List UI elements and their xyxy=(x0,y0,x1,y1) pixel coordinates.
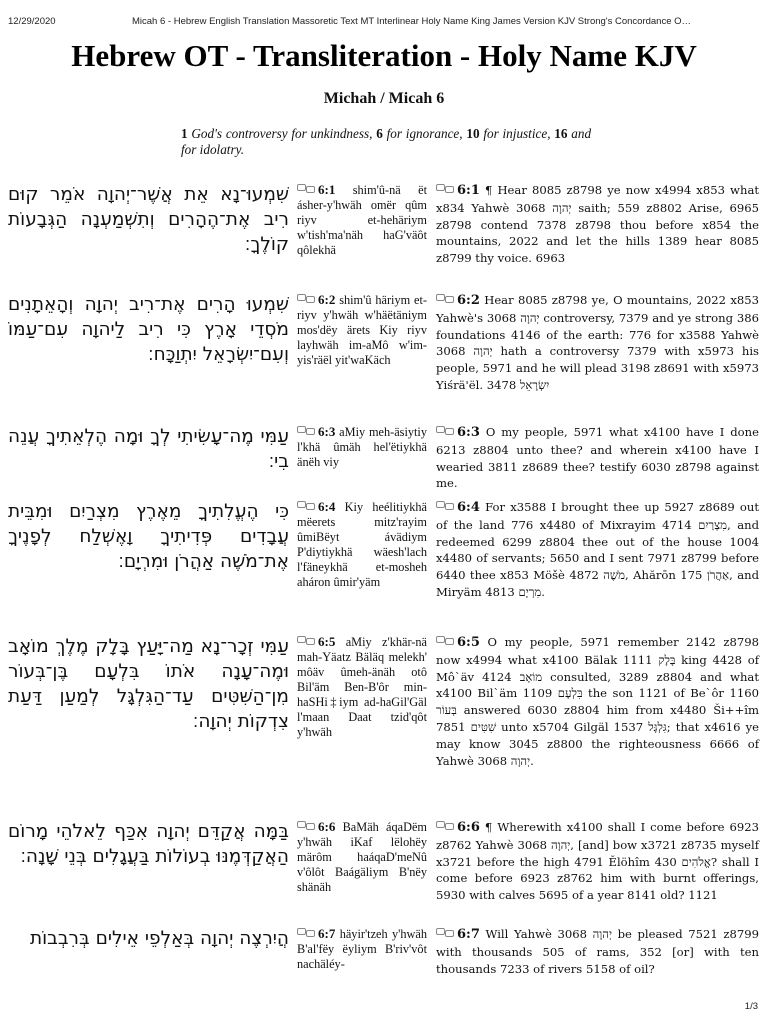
english-text xyxy=(436,424,759,492)
comment-icon[interactable] xyxy=(297,928,315,938)
english-translation: ¶ Hear 8085 z8798 ye now x4994 x853 what x834 Yahwè 3068 יְהוָה saith; 559 z8802 Arise, 6965 z8798 contend 7378 z8798 thou before x854 the mountains, 2022 and let the hills 1389 hear 8085 z8799 thy voice. 6963 xyxy=(436,183,760,266)
page-number: 1/3 xyxy=(744,1001,758,1012)
comment-icon[interactable] xyxy=(297,501,315,511)
transliteration-text xyxy=(297,424,427,470)
comment-icon[interactable] xyxy=(436,928,454,938)
comment-icon[interactable] xyxy=(297,636,315,646)
comment-icon[interactable] xyxy=(297,426,315,436)
verse-ref[interactable]: 6:2 xyxy=(457,293,480,308)
english-translation: For x3588 I brought thee up 5927 z8689 out of the land 776 x4480 of Mixrayim 4714 מִצְרַיִם, and redeemed 6299 z8804 thee out of the house 1004 x4480 of servants; 5650 and I sent 7971 z8799 before 6440 thee x853 Möšè 4872 מֹשֶׁה, Ahărōn 175 אַהֲרֹן, and Miryäm 4813 מִרְיָם. xyxy=(436,500,759,599)
comment-icon[interactable] xyxy=(436,184,454,194)
summary-verse-number: 6 xyxy=(376,126,383,141)
summary-text: God's controversy for unkindness, xyxy=(187,126,373,141)
transliteration-text xyxy=(297,182,427,258)
comment-icon[interactable] xyxy=(436,821,454,831)
verse-ref[interactable]: 6:7 xyxy=(318,926,336,941)
english-translation: ¶ Wherewith x4100 shall I come before 6923 z8762 Yahwè 3068 יְהוָה, [and] bow x3721 z8735 myself x3721 before the high 4791 Ĕlöhîm 430 אֱלֹהִים? shall I come before 6923 z8762 him with burnt offerings, 5930 with calves 5695 of a year 8141 old? 1121 xyxy=(436,820,760,903)
verse-ref[interactable]: 6:3 xyxy=(457,425,480,440)
comment-icon[interactable] xyxy=(436,426,454,436)
comment-icon[interactable] xyxy=(436,636,454,646)
summary-verse-number: 1 xyxy=(181,126,188,141)
verse-ref[interactable]: 6:4 xyxy=(318,499,336,514)
transliteration: aMiy z'khär-nä mah-Yäatz Bäläq melekh' môäv ûmeh-änäh otô Bil'äm Ben-B'ôr min-haSHi‡iym ad-haGil'Gäl l'maan Daat tzid'qôt y'hwäh xyxy=(297,635,427,739)
book-title: Michah / Micah 6 xyxy=(323,90,445,107)
english-text xyxy=(436,182,759,267)
summary-verse-number: 16 xyxy=(554,126,568,141)
comment-icon[interactable] xyxy=(297,821,315,831)
verse-ref[interactable]: 6:4 xyxy=(457,500,480,515)
verse-ref[interactable]: 6:6 xyxy=(457,820,480,835)
transliteration: häyir'tzeh y'hwäh B'al'fëy ëyliym B'riv'vôt nachäléy- xyxy=(297,927,427,971)
verse-ref[interactable]: 6:5 xyxy=(457,635,480,650)
english-text xyxy=(436,819,759,904)
hebrew-text: הֲיִרְצֶה יְהוָה בְּאַלְפֵי אֵילִים בְּרִבְבוֹת xyxy=(29,928,289,949)
verse-ref[interactable]: 6:5 xyxy=(318,634,336,649)
english-translation: O my people, 5971 remember 2142 z8798 now x4994 what x4100 Bälak 1111 בָּלָק king 4428 of Mô`äv 4124 מוֹאָב consulted, 3289 z8804 and what x4100 Bil`äm 1109 בִּלְעָם the son 1121 of Be`ôr 1160 בְּעוֹר answered 6030 z8804 him from x4480 Ši++îm 7851 שִׁטִּים unto x5704 Gilgäl 1537 גִּלְגָּל; that x4616 ye may know 3045 z8800 the righteousness 6666 of Yahwè 3068 יְהוָה. xyxy=(436,635,759,768)
print-header xyxy=(8,16,758,30)
hebrew-text: עַמִּי זְכָר־נָא מַה־יָּעַץ בָּלָק מֶלֶךְ מוֹאָב וּמֶה־עָנָה אֹתוֹ בִּלְעָם בֶּן־בְּעוֹר מִן־הַשִּׁטִּים עַד־הַגִּלְגָּל לְמַעַן דַּעַת צִדְקוֹת יְהוָה׃ xyxy=(8,636,289,732)
hebrew-text: עַמִּי מֶה־עָשִׂיתִי לְךָ וּמָה הֶלְאֵתִיךָ עֲנֵה בִי׃ xyxy=(8,426,289,472)
summary-text: for ignorance, xyxy=(382,126,463,141)
verse-ref[interactable]: 6:6 xyxy=(318,819,336,834)
english-translation: O my people, 5971 what x4100 have I done 6213 z8804 unto thee? and wherein x4100 have I wearied 3811 z8689 thee? testify 6030 z8798 against me. xyxy=(436,425,759,491)
transliteration: shim'û häriym et-riyv y'hwäh w'häëtäniym mos'dëy ärets Kiy riyv layhwäh im-aMô w'im-yis'räël yit'waKäch xyxy=(297,293,427,367)
transliteration: aMiy meh-äsiytiy l'khä ûmäh hel'ëtiykhä änëh viy xyxy=(297,425,428,469)
english-text xyxy=(436,292,759,394)
hebrew-text: שִׁמְעוּ־נָא אֵת אֲשֶׁר־יְהוָה אֹמֵר קוּם רִיב אֶת־הֶהָרִים וְתִשְׁמַעְנָה הַגְּבָעוֹת קוֹלֶךָ׃ xyxy=(8,184,289,255)
summary-verse-number: 10 xyxy=(466,126,480,141)
english-translation: Will Yahwè 3068 יְהוָה be pleased 7521 z8799 with thousands 505 of rams, 352 [or] with ten thousands 7233 of rivers 5158 of oil? xyxy=(436,927,759,976)
english-text xyxy=(436,634,759,769)
english-text xyxy=(436,926,759,977)
transliteration-text xyxy=(297,819,427,895)
transliteration: Kiy heélitiykhä mëerets mitz'rayim ûmiBëyt ávädiym P'diytiykhä wäesh'lach l'fäneykhä et-mosheh aháron ûmir'yäm xyxy=(297,500,428,589)
verse-ref[interactable]: 6:2 xyxy=(318,292,336,307)
hebrew-text: כִּי הֶעֱלִתִיךָ מֵאֶרֶץ מִצְרַיִם וּמִבֵּית עֲבָדִים פְּדִיתִיךָ וָאֶשְׁלַח לְפָנֶיךָ אֶת־מֹשֶׁה אַהֲרֹן וּמִרְיָם׃ xyxy=(8,501,289,572)
comment-icon[interactable] xyxy=(436,501,454,511)
transliteration: shim'û-nä ët ásher-y'hwäh omër qûm riyv et-hehäriym w'tish'ma'näh haG'väôt qôlekhä xyxy=(297,183,427,257)
transliteration-text xyxy=(297,499,427,590)
comment-icon[interactable] xyxy=(297,294,315,304)
summary-text: and for idolatry. xyxy=(181,126,592,157)
comment-icon[interactable] xyxy=(297,184,315,194)
transliteration: BaMäh áqaDëm y'hwäh iKaf lëlohëy märôm haáqaD'meNû v'ôlôt Baágäliym B'nëy shänäh xyxy=(297,820,427,894)
print-date: 12/29/2020 xyxy=(8,16,56,27)
transliteration-text xyxy=(297,634,427,740)
hebrew-text: בַּמָּה אֲקַדֵּם יְהוָה אִכַּף לֵאלֹהֵי מָרוֹם הַאֲקַדְּמֶנּוּ בְעוֹלוֹת בַּעֲגָלִים בְּנֵי שָׁנָה׃ xyxy=(8,821,289,867)
english-text xyxy=(436,499,759,601)
transliteration-text xyxy=(297,926,427,972)
print-document-title: Micah 6 - Hebrew English Translation Massoretic Text MT Interlinear Holy Name King James Version KJV Strong's Concordance O… xyxy=(132,16,692,27)
comment-icon[interactable] xyxy=(436,294,454,304)
english-translation: Hear 8085 z8798 ye, O mountains, 2022 x853 Yahwè's 3068 יְהוָה controversy, 7379 and ye strong 386 foundations 4146 of the earth: 776 for x3588 Yahwè 3068 יְהוָה hath a controversy 7379 with x5973 his people, 5971 and he will plead 3198 z8691 with x5973 Yiśrä'ël. יִשְׂרָאֵל 3478 xyxy=(436,293,759,392)
verse-ref[interactable]: 6:3 xyxy=(318,424,336,439)
transliteration-text xyxy=(297,292,427,368)
verse-ref[interactable]: 6:7 xyxy=(457,927,480,942)
summary-text: for injustice, xyxy=(479,126,551,141)
main-title: Hebrew OT - Transliteration - Holy Name KJV xyxy=(71,38,697,73)
hebrew-text: שִׁמְעוּ הָרִים אֶת־רִיב יְהוָה וְהָאֵתָנִים מֹסְדֵי אָרֶץ כִּי רִיב לַיהוָה עִם־עַמּוֹ וְעִם־יִשְׂרָאֵל יִתְוַכָּח׃ xyxy=(8,294,289,365)
chapter-summary xyxy=(181,126,591,158)
verse-ref[interactable]: 6:1 xyxy=(457,183,480,198)
verse-ref[interactable]: 6:1 xyxy=(318,182,336,197)
